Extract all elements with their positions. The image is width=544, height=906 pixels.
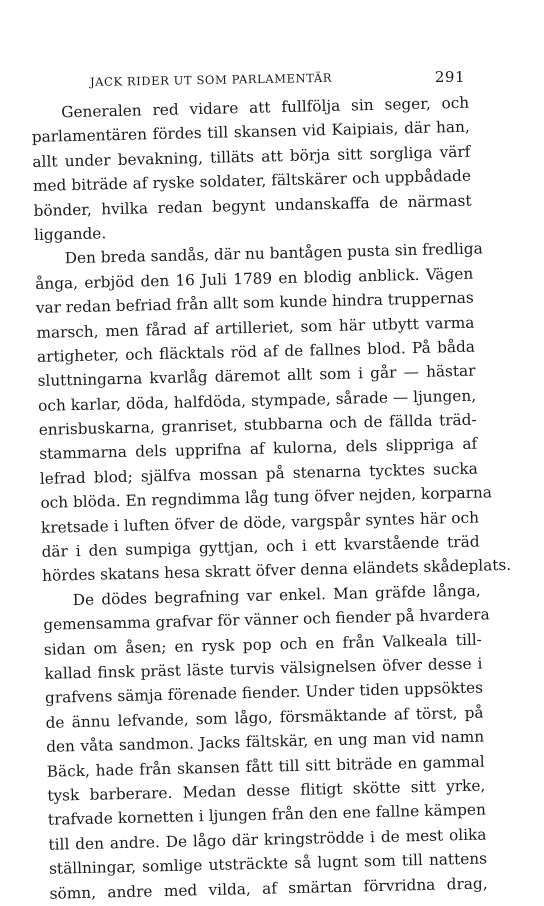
body-text xyxy=(31,91,512,906)
text-line: var redan befriad från allt som kunde hindra truppernas xyxy=(35,288,474,318)
text-line: lefrad blod; själfva mossan på stenarna tycktes sucka xyxy=(39,459,478,488)
text-line: sömn, andre med vilda, af smärtan förvridna drag, xyxy=(49,873,488,903)
text-line: allt under bevakning, tilläts att börja sitt sorgliga värf xyxy=(32,142,471,171)
text-line: kretsade i luften öfver de döde, vargspår syntes här och xyxy=(40,508,480,537)
page-number: 291 xyxy=(434,68,465,86)
page-header xyxy=(90,68,465,92)
text-line: gemensamma grafvar för vänner och fiender på hvardera xyxy=(43,605,490,635)
text-line: de ännu lefvande, som lågo, försmäktande af törst, på xyxy=(45,703,484,732)
text-line: hördes skatans hesa skratt öfver denna eländets skådeplats. xyxy=(41,556,512,586)
text-line: grafvens sämja förenade fiender. Under tiden uppsöktes xyxy=(44,678,484,708)
text-line: och blöda. En regndimma låg tung öfver nejden, korparna xyxy=(40,483,493,513)
text-line: bönder, hvilka redan begynt undanskaffa de närmast xyxy=(33,191,472,220)
text-line: där i den sumpiga gyttjan, och i ett kvarstående träd xyxy=(41,532,480,561)
text-line: De dödes begrafning var enkel. Man gräfde långa, xyxy=(72,581,481,609)
text-line: Den breda sandås, där nu bantågen pusta sin fredliga xyxy=(64,239,483,268)
text-line: Bäck, hade från skansen fått till sitt biträde en gammal xyxy=(46,752,485,781)
text-line: och karlar, döda, halfdöda, stympade, sårade — ljungen, xyxy=(37,386,477,415)
text-line: artigheter, och fläcktals röd af de fallnes blod. På båda xyxy=(36,337,476,366)
text-line: till den andre. De lågo där kringströdde i de mest olika xyxy=(48,825,487,854)
text-line: ställningar, somlige utsträckte så lugnt som till nattens xyxy=(48,849,488,878)
text-line: parlamentären fördes till skansen vid Kaipiais, där han, xyxy=(31,118,470,147)
text-line: stammarna dels upprifna af kulorna, dels slippriga af xyxy=(39,435,478,464)
running-head: JACK RIDER UT SOM PARLAMENTÄR xyxy=(89,70,333,89)
text-line: enrisbuskarna, granriset, stubbarna och de fällda träd- xyxy=(38,410,477,439)
text-line: med biträde af ryske soldater, fältskärer och uppbådade xyxy=(32,166,472,196)
text-line: den våta sandmon. Jacks fältskär, en ung man vid namn xyxy=(46,727,485,756)
text-line: kallad finsk präst läste turvis välsignelsen öfver desse i xyxy=(44,654,483,683)
text-line: sluttningarna kvarlåg däremot allt som i går — hästar xyxy=(37,361,476,391)
text-line: liggande. xyxy=(33,224,107,244)
text-line: trafvade kornetten i ljungen från den ene fallne kämpen xyxy=(47,800,487,830)
text-line: sidan om åsen; en rysk pop och en från Valkeala till- xyxy=(43,630,483,659)
text-line: tysk barberare. Medan desse flitigt skötte sitt yrke, xyxy=(47,776,486,805)
text-line: Generalen red vidare att fullfölja sin seger, och xyxy=(61,93,470,122)
text-line: marsch, men fårad af artilleriet, som här utbytt varma xyxy=(36,313,475,342)
text-line: ånga, erbjöd den 16 Juli 1789 en blodig anblick. Vägen xyxy=(35,264,474,293)
